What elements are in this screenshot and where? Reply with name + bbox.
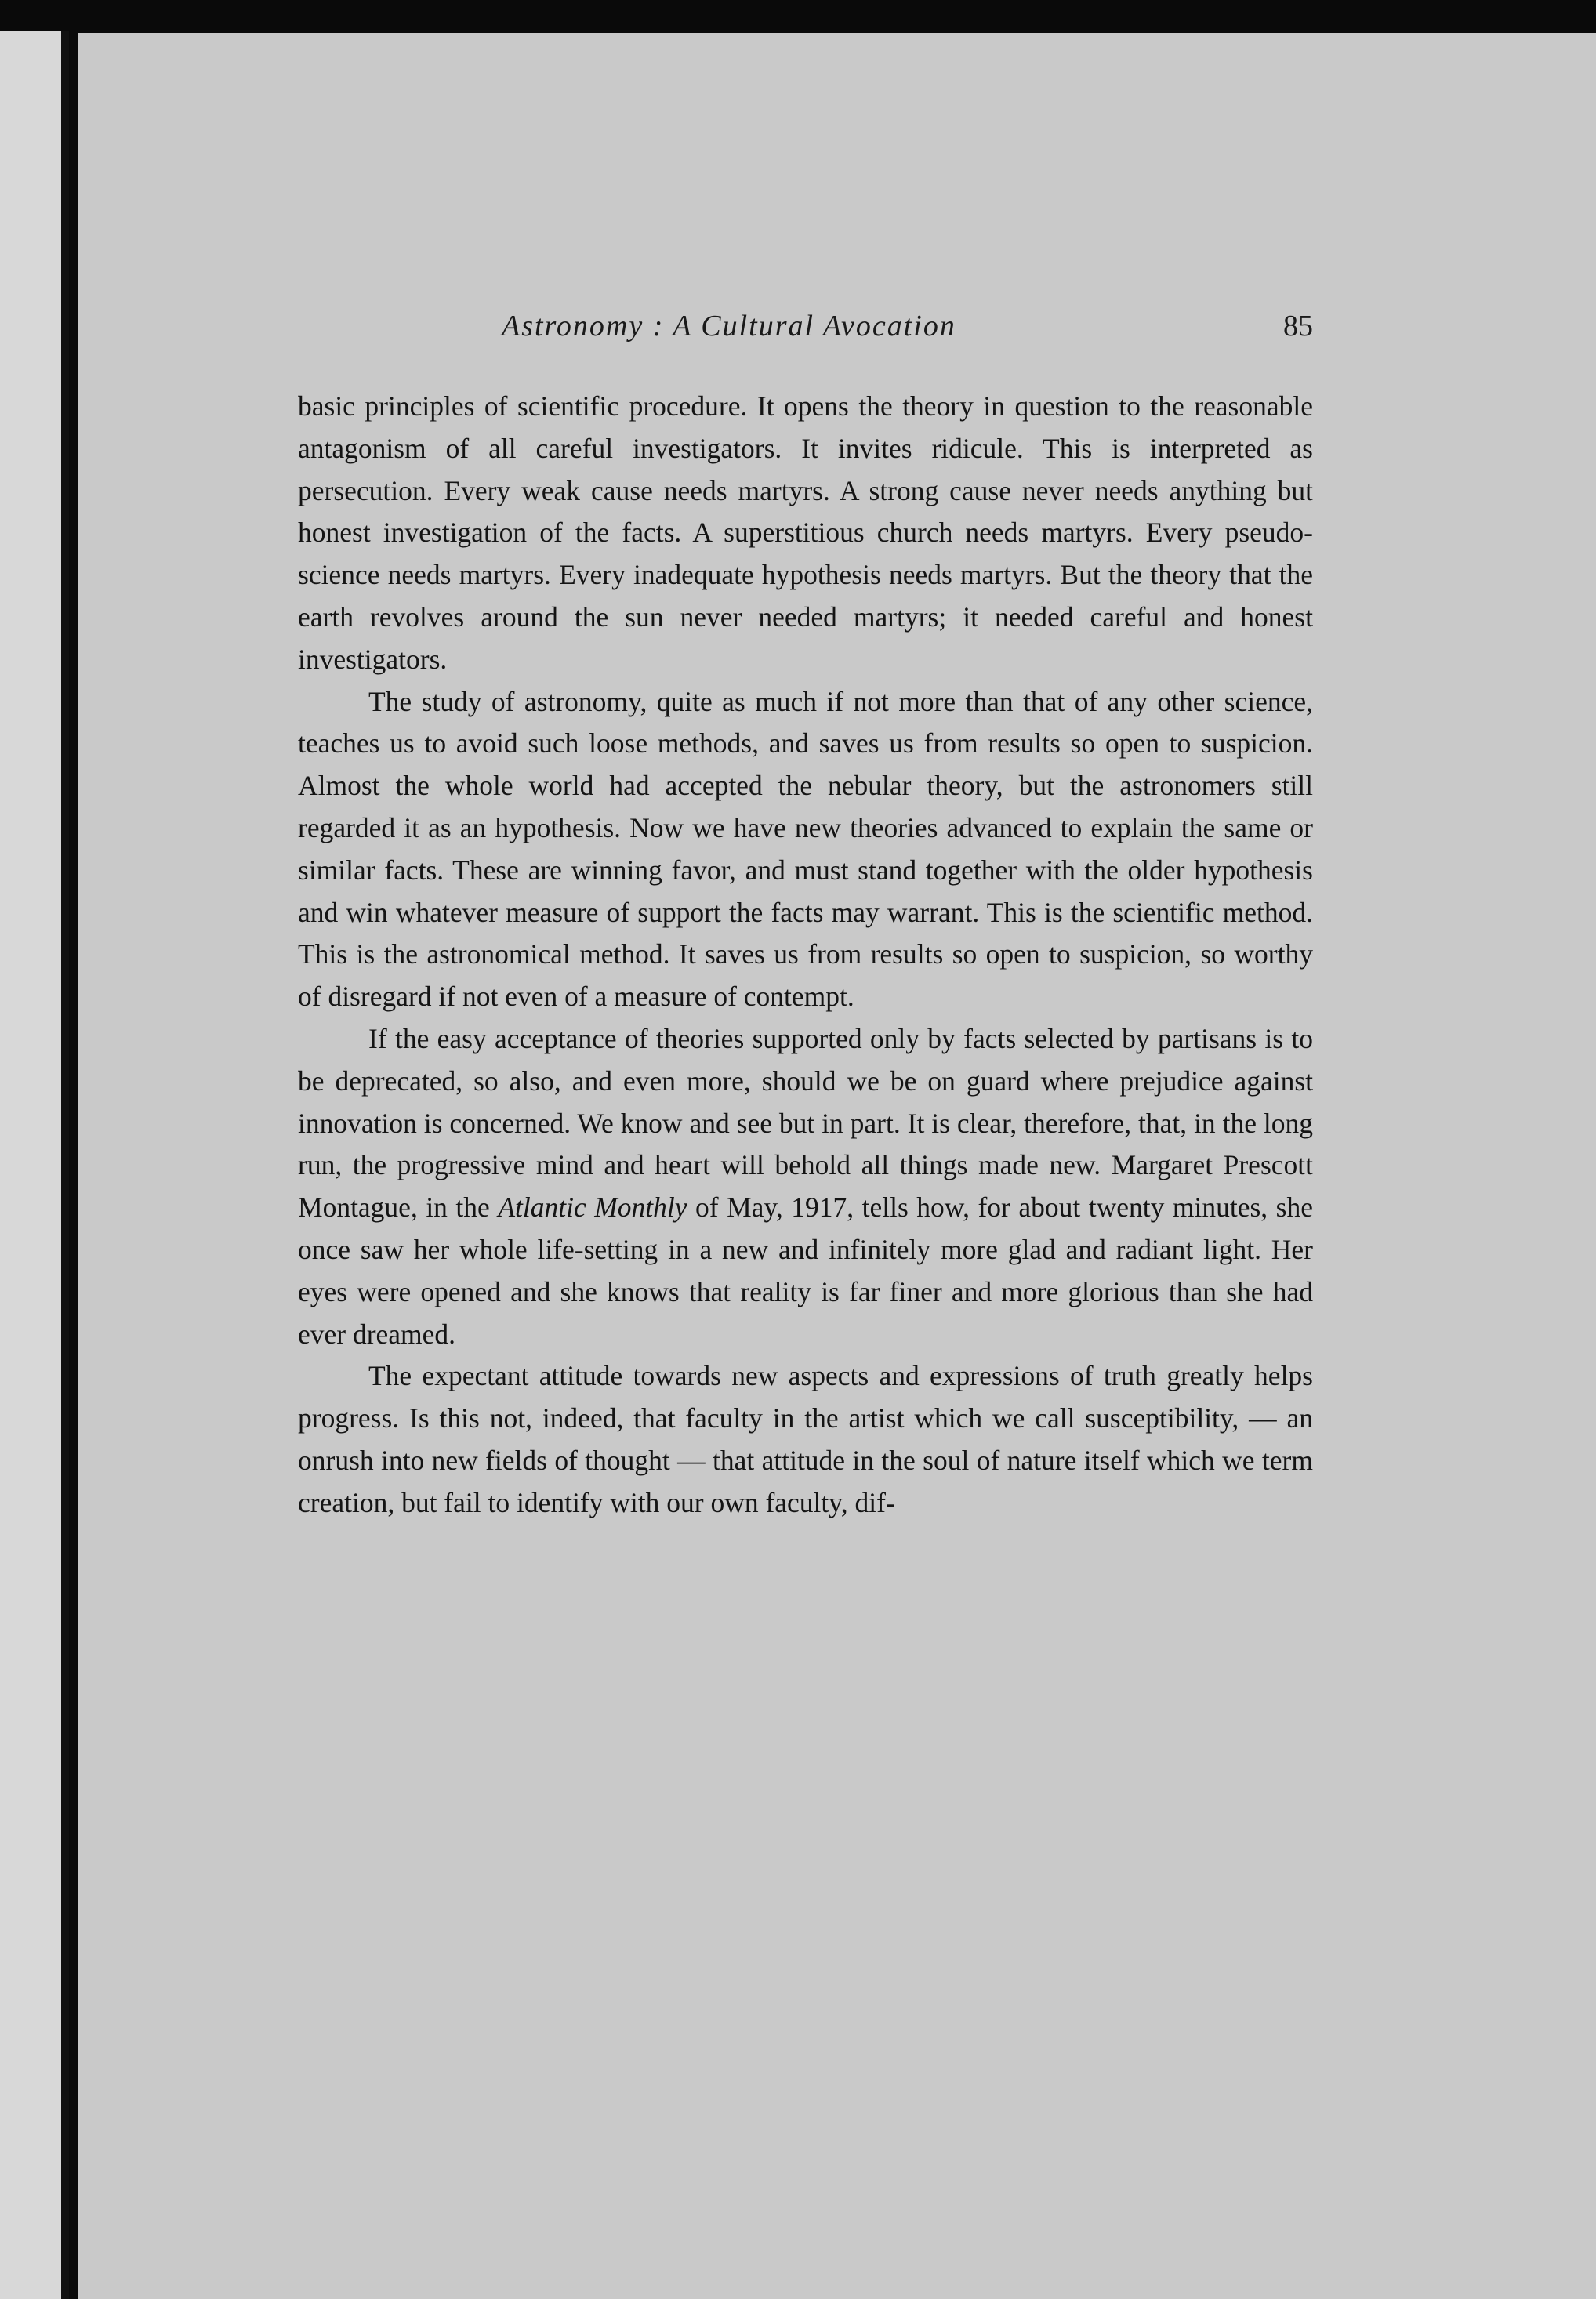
paragraph-3-text-before: If the easy acceptance of theories supported only by facts selected by partisans is to be deprecated, so also, and even more, should we be on guard where prejudice against innovation is concerned. We know and see but in part. It is clear, therefore, that, in the long run, the progressive mind and heart will behold all things made new. Margaret Prescott Montague, in the: [298, 1022, 1313, 1224]
paragraph-3-text-after: of May, 1917, tells how, for about twenty minutes, she once saw her whole life-setting in a new and infinitely more glad and radiant light. Her eyes were opened and she knows that reality is far finer and more glorious than she had ever dreamed.: [298, 1191, 1313, 1350]
paragraph-2: The study of astronomy, quite as much if not more than that of any other science, teaches us to avoid such loose methods, and saves us from results so open to suspicion. Almost the whole world had accepted the nebular theory, but the astronomers still regarded it as an hypothesis. Now we have new theories advanced to explain the same or similar facts. These are winning favor, and must stand together with the older hypothesis and win whatever measure of support the facts may warrant. This is the scientific method. This is the astronomical method. It saves us from results so open to suspicion, so worthy of disregard if not even of a measure of contempt.: [298, 685, 1313, 1013]
magazine-title: Atlantic Monthly: [498, 1191, 687, 1224]
running-title: Astronomy : A Cultural Avocation: [502, 310, 956, 343]
book-page: [78, 33, 1596, 2299]
paragraph-3: [298, 1018, 1313, 1355]
page-number: 85: [1283, 310, 1313, 343]
paragraph-4: The expectant attitude towards new aspects and expressions of truth greatly helps progress. Is this not, indeed, that faculty in the artist which we call susceptibility, — an onrush into new fields of thought — that attitude in the soul of nature itself which we term creation, but fail to identify with our own faculty, dif-: [298, 1360, 1313, 1518]
page-header: [78, 292, 1313, 346]
paragraph-1: basic principles of scientific procedure. It opens the theory in question to the reasonable antagonism of all careful investigators. It invites ridicule. This is interpreted as persecution. Every weak cause needs martyrs. A strong cause never needs anything but honest investigation of the facts. A superstitious church needs martyrs. Every pseudo-science needs martyrs. Every inadequate hypothesis needs martyrs. But the theory that the earth revolves around the sun never needed martyrs; it needed careful and honest investigators.: [298, 390, 1313, 675]
body-text: [298, 386, 1313, 1525]
left-margin-strip: [0, 31, 69, 2299]
